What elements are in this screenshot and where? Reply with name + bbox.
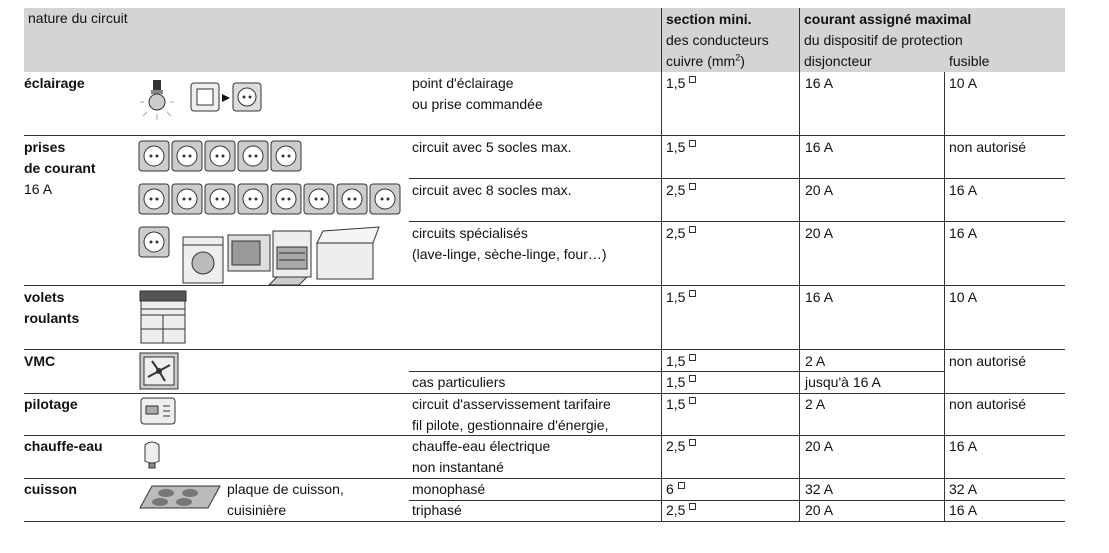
volets-section: 1,5: [666, 287, 696, 308]
row-label-prises: prises: [24, 139, 66, 155]
header-nature-du-circuit: nature du circuit: [28, 10, 128, 26]
vmc-r2-disjoncteur: jusqu'à 16 A: [805, 374, 881, 390]
eclairage-desc-1: point d'éclairage: [412, 75, 514, 91]
appliances-icon: [139, 225, 384, 285]
prises-r3-desc-2: (lave-linge, sèche-linge, four…): [412, 246, 607, 262]
row-label-vmc: VMC: [24, 353, 56, 369]
prises-r1-section: 1,5: [666, 137, 696, 158]
cuisson-r2-desc: triphasé: [412, 502, 462, 518]
prises-r2-section: 2,5: [666, 180, 696, 201]
fan-icon: [140, 353, 180, 391]
row-separator: [409, 221, 1065, 222]
prises-r2-desc: circuit avec 8 socles max.: [412, 182, 572, 198]
header-section-title: section mini.: [666, 11, 752, 27]
vmc-r1-section: 1,5: [666, 351, 696, 372]
row-label-16a: 16 A: [24, 181, 53, 197]
header-fusible: fusible: [949, 53, 990, 69]
cuisson-r1-disjoncteur: 32 A: [805, 481, 834, 497]
header-disjoncteur: disjoncteur: [804, 53, 872, 69]
cooktop-icon: [140, 484, 222, 512]
chauffe-disjoncteur: 20 A: [805, 438, 834, 454]
prises-r3-disjoncteur: 20 A: [805, 225, 834, 241]
pilotage-disjoncteur: 2 A: [805, 396, 826, 412]
row-label-pilotage: pilotage: [24, 396, 78, 412]
pilotage-fusible: non autorisé: [949, 396, 1027, 412]
row-label-chauffe-eau: chauffe-eau: [24, 438, 103, 454]
cuisson-label-1: plaque de cuisson,: [227, 481, 344, 497]
lamp-switch-icon: [140, 80, 270, 126]
eclairage-section: 1,5: [666, 73, 696, 94]
cuisson-r2-fusible: 16 A: [949, 502, 978, 518]
eclairage-disjoncteur: 16 A: [805, 75, 834, 91]
pilotage-section: 1,5: [666, 394, 696, 415]
column-divider-fusible: [944, 72, 945, 521]
vmc-r1-disjoncteur: 2 A: [805, 353, 826, 369]
row-separator: [24, 285, 1065, 286]
row-label-roulants: roulants: [24, 310, 80, 326]
prises-r1-fusible: non autorisé: [949, 139, 1027, 155]
chauffe-fusible: 16 A: [949, 438, 978, 454]
prises-r1-disjoncteur: 16 A: [805, 139, 834, 155]
row-separator: [24, 478, 1065, 479]
cuisson-label-2: cuisinière: [227, 502, 287, 518]
table-bottom-line: [24, 521, 1065, 522]
cuisson-r1-section: 6: [666, 479, 685, 500]
roller-shutter-icon: [140, 291, 188, 345]
header-section-line2: des conducteurs: [666, 32, 769, 48]
pilotage-desc-2: fil pilote, gestionnaire d'énergie,: [412, 417, 609, 433]
vmc-r1-fusible: non autorisé: [949, 353, 1027, 369]
row-separator: [24, 135, 1065, 136]
row-label-volets: volets: [24, 289, 65, 305]
socket-8-icon: [139, 184, 403, 217]
prises-r3-section: 2,5: [666, 223, 696, 244]
row-separator: [409, 178, 1065, 179]
row-label-eclairage: éclairage: [24, 75, 85, 91]
vmc-r2-section: 1,5: [666, 372, 696, 393]
row-label-cuisson: cuisson: [24, 481, 77, 497]
controller-icon: [141, 398, 177, 426]
column-divider-disjoncteur: [799, 8, 800, 521]
header-courant-line2: du dispositif de protection: [804, 32, 963, 48]
row-label-de-courant: de courant: [24, 160, 96, 176]
pilotage-desc-1: circuit d'asservissement tarifaire: [412, 396, 611, 412]
volets-fusible: 10 A: [949, 289, 978, 305]
cuisson-r1-fusible: 32 A: [949, 481, 978, 497]
header-section-unit: cuivre $(mm^2)$: [666, 52, 745, 69]
prises-r2-disjoncteur: 20 A: [805, 182, 834, 198]
column-divider-section: [661, 8, 662, 521]
chauffe-desc-1: chauffe-eau électrique: [412, 438, 551, 454]
volets-disjoncteur: 16 A: [805, 289, 834, 305]
prises-r2-fusible: 16 A: [949, 182, 978, 198]
header-courant-title: courant assigné maximal: [804, 11, 972, 27]
cuisson-r1-desc: monophasé: [412, 481, 486, 497]
cuisson-r2-disjoncteur: 20 A: [805, 502, 834, 518]
chauffe-desc-2: non instantané: [412, 459, 504, 475]
cuisson-r2-section: 2,5: [666, 500, 696, 521]
prises-r3-fusible: 16 A: [949, 225, 978, 241]
chauffe-section: 2,5: [666, 436, 696, 457]
eclairage-fusible: 10 A: [949, 75, 978, 91]
prises-r1-desc: circuit avec 5 socles max.: [412, 139, 572, 155]
row-separator: [24, 349, 1065, 350]
water-heater-icon: [143, 441, 163, 471]
eclairage-desc-2: ou prise commandée: [412, 96, 543, 112]
prises-r3-desc-1: circuits spécialisés: [412, 225, 528, 241]
socket-5-icon: [139, 141, 304, 174]
vmc-r2-desc: cas particuliers: [412, 374, 506, 390]
